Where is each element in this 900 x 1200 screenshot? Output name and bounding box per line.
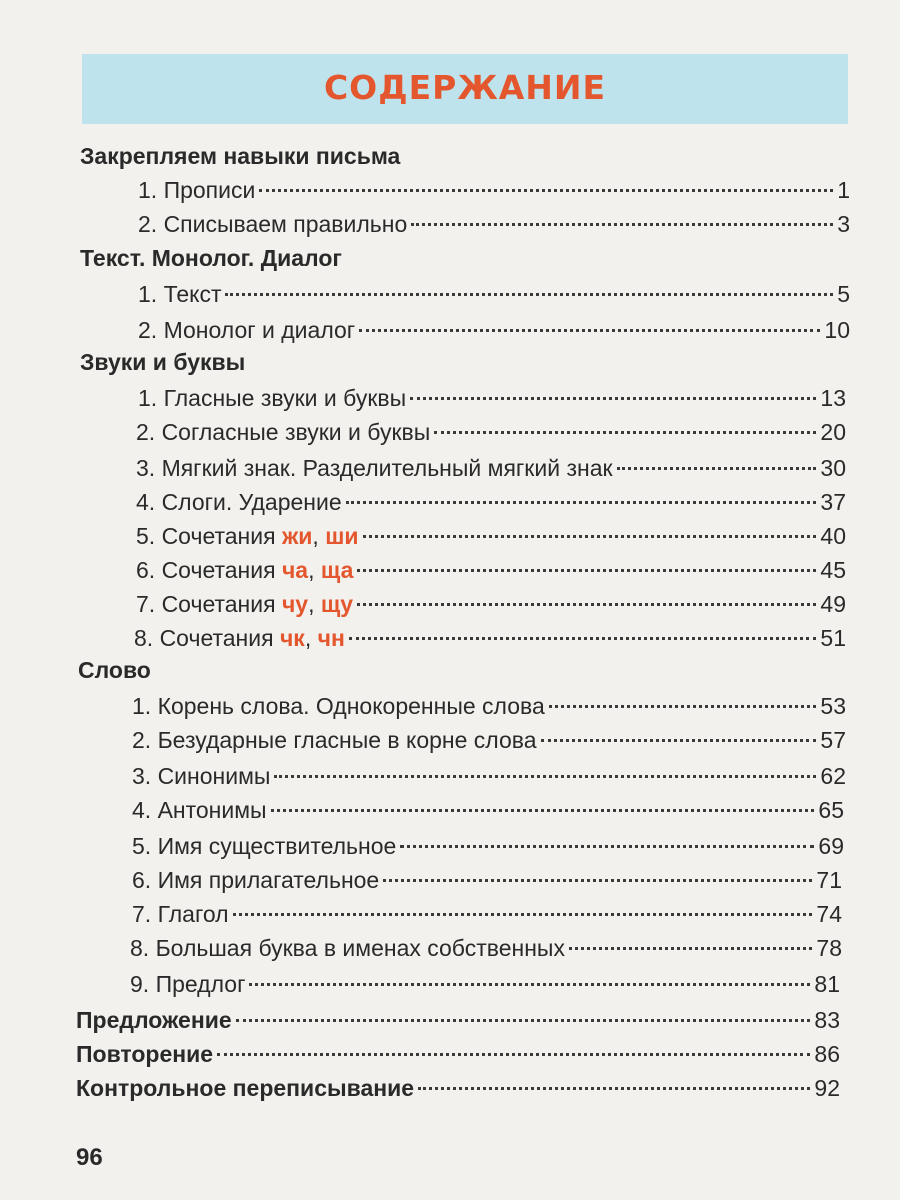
highlight-syllable: чн [317, 625, 345, 651]
highlight-syllable: чк [279, 625, 305, 651]
entry-label: 6. Имя прилагательное [132, 867, 380, 893]
entry-page: 65 [818, 797, 844, 823]
entry-page: 20 [820, 419, 846, 445]
entry-page: 74 [816, 901, 842, 927]
entry-page: 40 [820, 523, 846, 549]
dot-leader [549, 705, 817, 708]
entry-page: 83 [814, 1007, 840, 1033]
entry-page: 53 [820, 693, 846, 719]
dot-leader [410, 397, 816, 400]
toc-entry[interactable] [132, 723, 846, 757]
entry-page: 37 [820, 489, 846, 515]
toc-entry[interactable] [136, 415, 846, 449]
entry-label: 2. Монолог и диалог [138, 317, 356, 343]
highlight-syllable: щу [320, 591, 354, 617]
section-heading[interactable]: Закрепляем навыки письма [80, 143, 401, 169]
dot-leader [400, 845, 814, 848]
entry-label: 2. Безударные гласные в корне слова [132, 727, 537, 753]
entry-label: 2. Списываем правильно [138, 211, 408, 237]
toc-entry[interactable] [132, 793, 844, 827]
entry-prefix: 8. Сочетания [134, 625, 280, 651]
toc-entry[interactable] [130, 967, 840, 1001]
toc-entry[interactable] [136, 485, 846, 519]
dot-leader [541, 739, 817, 742]
entry-label: 8. Большая буква в именах собственных [130, 935, 565, 961]
entry-page: 71 [816, 867, 842, 893]
dot-leader [434, 431, 816, 434]
entry-page: 92 [814, 1075, 840, 1101]
entry-label: 5. Имя существительное [132, 833, 397, 859]
dot-leader [274, 775, 816, 778]
highlight-syllable: ши [325, 523, 359, 549]
page-title: СОДЕРЖАНИЕ [323, 68, 607, 107]
entry-page: 13 [820, 385, 846, 411]
toc-entry[interactable] [132, 897, 842, 931]
entry-label [136, 519, 359, 553]
dot-leader [217, 1053, 810, 1056]
dot-leader [357, 569, 816, 572]
dot-leader [383, 879, 812, 882]
entry-page: 30 [820, 455, 846, 481]
separator: , [308, 557, 321, 583]
dot-leader [418, 1087, 810, 1090]
entry-label: 1. Прописи [138, 177, 256, 203]
entry-label: Повторение [76, 1041, 214, 1067]
entry-label: 7. Глагол [132, 901, 229, 927]
entry-page: 45 [820, 557, 846, 583]
entry-page: 3 [837, 211, 850, 237]
entry-label: Контрольное переписывание [76, 1075, 415, 1101]
entry-page: 86 [814, 1041, 840, 1067]
dot-leader [259, 189, 833, 192]
page-number: 96 [76, 1144, 103, 1171]
toc-entry[interactable] [138, 381, 846, 415]
entry-label: 9. Предлог [130, 971, 246, 997]
entry-label: 4. Антонимы [132, 797, 267, 823]
entry-label: 1. Гласные звуки и буквы [138, 385, 407, 411]
toc-entry[interactable] [136, 451, 846, 485]
entry-label: 3. Мягкий знак. Разделительный мягкий знак [136, 455, 613, 481]
dot-leader [249, 983, 810, 986]
toc-entry[interactable] [138, 277, 850, 311]
entry-page: 10 [824, 317, 850, 343]
entry-label: 3. Синонимы [132, 763, 271, 789]
entry-prefix: 5. Сочетания [136, 523, 282, 549]
highlight-syllable: ча [281, 557, 309, 583]
toc-entry[interactable] [130, 931, 842, 965]
entry-page: 51 [820, 625, 846, 651]
separator: , [308, 591, 321, 617]
entry-label: 4. Слоги. Ударение [136, 489, 342, 515]
section-heading[interactable]: Текст. Монолог. Диалог [80, 245, 342, 271]
toc-entry[interactable] [132, 829, 844, 863]
entry-label [134, 621, 345, 655]
toc-entry[interactable] [136, 587, 846, 621]
dot-leader [357, 603, 816, 606]
dot-leader [225, 293, 833, 296]
entry-page: 5 [837, 281, 850, 307]
entry-label: 2. Согласные звуки и буквы [136, 419, 431, 445]
entry-page: 81 [814, 971, 840, 997]
toc-entry-bold[interactable] [76, 1003, 840, 1037]
toc-entry[interactable] [138, 173, 850, 207]
entry-page: 69 [818, 833, 844, 859]
toc-entry-bold[interactable] [76, 1037, 840, 1071]
highlight-syllable: чу [281, 591, 309, 617]
dot-leader [617, 467, 817, 470]
title-band [82, 54, 848, 124]
dot-leader [271, 809, 815, 812]
entry-page: 1 [837, 177, 850, 203]
entry-label [136, 553, 353, 587]
entry-label [136, 587, 353, 621]
dot-leader [349, 637, 817, 640]
section-heading[interactable]: Слово [78, 657, 151, 683]
entry-page: 62 [820, 763, 846, 789]
dot-leader [236, 1019, 811, 1022]
separator: , [312, 523, 326, 549]
entry-prefix: 6. Сочетания [136, 557, 282, 583]
entry-page: 57 [820, 727, 846, 753]
dot-leader [363, 535, 817, 538]
entry-page: 78 [816, 935, 842, 961]
toc-entry[interactable] [138, 313, 850, 347]
toc-entry[interactable] [136, 553, 846, 587]
entry-label: Предложение [76, 1007, 232, 1033]
dot-leader [569, 947, 812, 950]
section-heading[interactable]: Звуки и буквы [80, 349, 246, 375]
dot-leader [233, 913, 813, 916]
separator: , [304, 625, 318, 651]
highlight-syllable: ща [320, 557, 354, 583]
toc-entry[interactable] [134, 621, 846, 655]
entry-prefix: 7. Сочетания [136, 591, 282, 617]
dot-leader [346, 501, 817, 504]
entry-label: 1. Текст [138, 281, 222, 307]
toc-entry[interactable] [132, 863, 842, 897]
toc-entry[interactable] [136, 519, 846, 553]
dot-leader [359, 329, 820, 332]
entry-page: 49 [820, 591, 846, 617]
highlight-syllable: жи [281, 523, 313, 549]
toc-entry[interactable] [132, 689, 846, 723]
toc-entry[interactable] [138, 207, 850, 241]
toc-entry[interactable] [132, 759, 846, 793]
dot-leader [411, 223, 833, 226]
toc-entry-bold[interactable] [76, 1071, 840, 1105]
entry-label: 1. Корень слова. Однокоренные слова [132, 693, 545, 719]
